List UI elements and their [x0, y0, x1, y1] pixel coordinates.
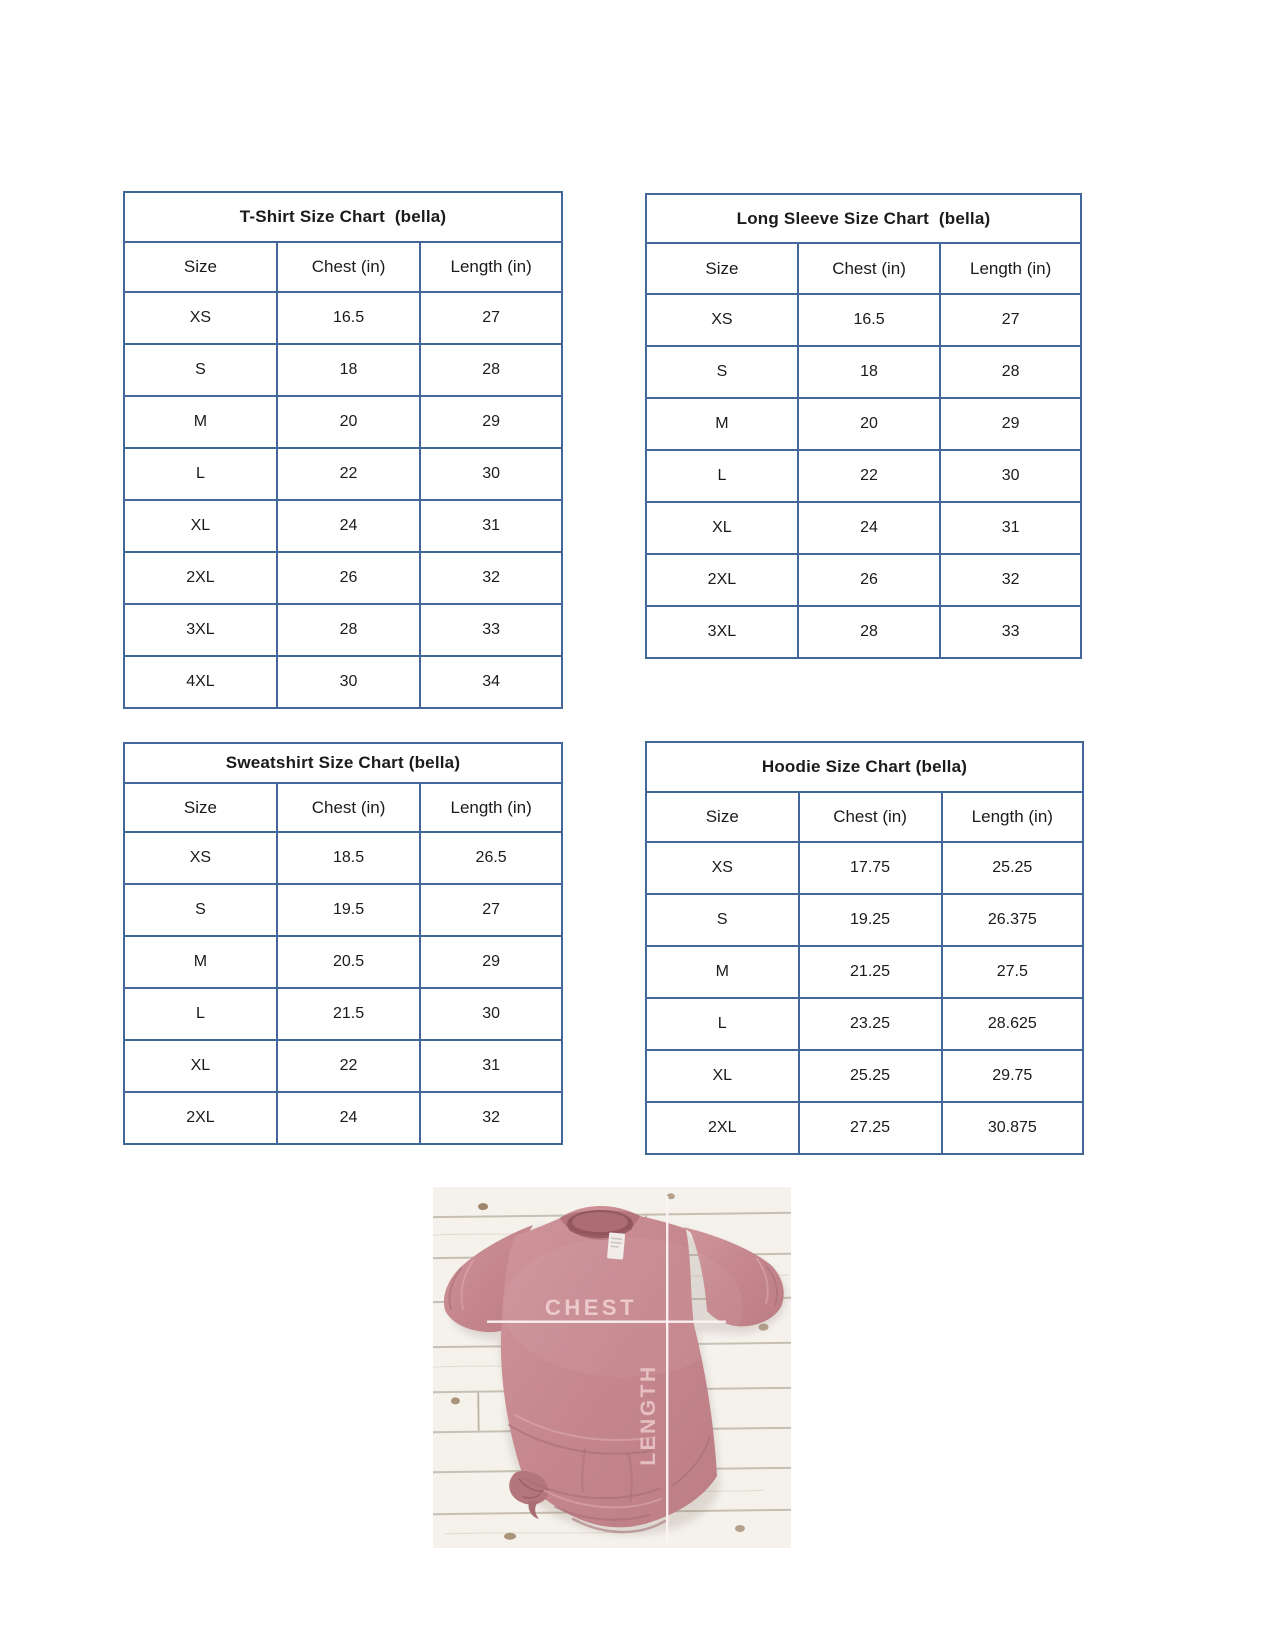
chest-cell: 26: [276, 553, 419, 603]
length-cell: 29: [419, 937, 561, 987]
length-cell: 29: [419, 397, 561, 447]
length-line: [666, 1196, 668, 1544]
hoodie-size-chart-table: [645, 741, 1084, 1155]
size-cell: XL: [712, 1067, 733, 1084]
length-cell: 32: [939, 555, 1080, 605]
column-header-length-in: Length (in): [419, 243, 561, 291]
long-sleeve-size-chart-table: [645, 193, 1082, 659]
length-cell: 29.75: [941, 1051, 1082, 1101]
column-header-chest-in: Chest (in): [798, 793, 941, 841]
chest-cell: 25.25: [798, 1051, 941, 1101]
length-cell: 32: [419, 1093, 561, 1143]
length-cell: 30.875: [941, 1103, 1082, 1153]
table-row: [125, 343, 561, 395]
length-cell: 31: [939, 503, 1080, 553]
table-row: [125, 551, 561, 603]
length-cell: 27.5: [941, 947, 1082, 997]
table-row: [125, 395, 561, 447]
size-cell: 2XL: [186, 1109, 215, 1126]
length-cell: 28: [419, 345, 561, 395]
table-body: [647, 841, 1082, 1153]
column-header-size: Size: [705, 258, 739, 278]
size-cell: M: [715, 963, 729, 980]
length-cell: 28: [939, 347, 1080, 397]
chest-cell: 28: [276, 605, 419, 655]
chest-label: CHEST: [544, 1295, 638, 1320]
chest-cell: 24: [276, 501, 419, 551]
length-cell: 29: [939, 399, 1080, 449]
column-header-length-in: Length (in): [941, 793, 1082, 841]
table-row: [125, 655, 561, 707]
size-cell: XL: [712, 519, 732, 536]
length-cell: 27: [939, 295, 1080, 345]
length-cell: 33: [419, 605, 561, 655]
table-row: [647, 553, 1080, 605]
table-title: Hoodie Size Chart (bella): [647, 743, 1082, 793]
size-cell: L: [195, 465, 205, 482]
size-cell: 2XL: [708, 1119, 737, 1136]
table-title: T-Shirt Size Chart (bella): [125, 193, 561, 243]
chest-cell: 26: [797, 555, 939, 605]
chest-cell: 19.5: [276, 885, 419, 935]
table-title: Long Sleeve Size Chart (bella): [647, 195, 1080, 244]
size-cell: 2XL: [186, 569, 215, 586]
chest-cell: 20: [797, 399, 939, 449]
table-row: [125, 447, 561, 499]
size-cell: L: [717, 1015, 727, 1032]
table-row: [125, 883, 561, 935]
length-cell: 31: [419, 501, 561, 551]
table-row: [647, 449, 1080, 501]
length-cell: 32: [419, 553, 561, 603]
size-cell: XS: [189, 309, 212, 326]
table-row: [647, 1101, 1082, 1153]
length-cell: 30: [419, 449, 561, 499]
column-header-chest-in: Chest (in): [276, 243, 419, 291]
table-row: [647, 293, 1080, 345]
chest-cell: 30: [276, 657, 419, 707]
chest-cell: 18.5: [276, 833, 419, 883]
table-row: [125, 1091, 561, 1143]
column-header-chest-in: Chest (in): [797, 244, 939, 293]
size-cell: XS: [189, 849, 212, 866]
length-cell: 25.25: [941, 843, 1082, 893]
chest-cell: 16.5: [797, 295, 939, 345]
chest-cell: 19.25: [798, 895, 941, 945]
size-cell: 3XL: [186, 621, 215, 638]
size-cell: XS: [711, 311, 733, 328]
chest-cell: 17.75: [798, 843, 941, 893]
chest-cell: 20.5: [276, 937, 419, 987]
column-header-chest-in: Chest (in): [276, 784, 419, 831]
table-row: [647, 893, 1082, 945]
table-row: [125, 499, 561, 551]
length-cell: 33: [939, 607, 1080, 657]
size-guide-photo: [433, 1187, 791, 1548]
chest-cell: 23.25: [798, 999, 941, 1049]
length-cell: 31: [419, 1041, 561, 1091]
length-cell: 27: [419, 293, 561, 343]
sweatshirt-size-chart-table: [123, 742, 563, 1145]
column-header-length-in: Length (in): [419, 784, 561, 831]
table-row: [647, 397, 1080, 449]
size-cell: S: [195, 901, 206, 918]
size-cell: M: [193, 413, 208, 430]
chest-cell: 16.5: [276, 293, 419, 343]
length-cell: 27: [419, 885, 561, 935]
chest-cell: 20: [276, 397, 419, 447]
table-row: [125, 603, 561, 655]
table-row: [647, 605, 1080, 657]
size-cell: XL: [190, 517, 211, 534]
size-guide-graphic: [433, 1187, 791, 1548]
length-cell: 34: [419, 657, 561, 707]
size-cell: 2XL: [707, 571, 737, 588]
length-cell: 30: [939, 451, 1080, 501]
chest-cell: 27.25: [798, 1103, 941, 1153]
chest-cell: 28: [797, 607, 939, 657]
table-body: [647, 293, 1080, 657]
length-cell: 28.625: [941, 999, 1082, 1049]
table-header-row: [647, 793, 1082, 841]
chest-cell: 24: [276, 1093, 419, 1143]
table-row: [125, 291, 561, 343]
table-row: [647, 997, 1082, 1049]
table-row: [647, 501, 1080, 553]
length-cell: 26.5: [419, 833, 561, 883]
chest-cell: 18: [276, 345, 419, 395]
size-cell: XL: [190, 1057, 211, 1074]
length-cell: 26.375: [941, 895, 1082, 945]
table-header-row: [125, 243, 561, 291]
size-cell: M: [715, 415, 729, 432]
chest-cell: 22: [797, 451, 939, 501]
chest-cell: 22: [276, 1041, 419, 1091]
column-header-size: Size: [705, 807, 739, 826]
size-cell: M: [193, 953, 208, 970]
size-cell: L: [195, 1005, 205, 1022]
table-body: [125, 831, 561, 1143]
chest-cell: 24: [797, 503, 939, 553]
size-cell: S: [716, 363, 728, 380]
column-header-length-in: Length (in): [939, 244, 1080, 293]
table-title: Sweatshirt Size Chart (bella): [125, 744, 561, 784]
table-header-row: [125, 784, 561, 831]
chest-line: [487, 1321, 726, 1323]
column-header-size: Size: [183, 257, 217, 276]
table-header-row: [647, 244, 1080, 293]
table-row: [125, 987, 561, 1039]
size-cell: 4XL: [186, 673, 215, 690]
size-cell: S: [195, 361, 206, 378]
chest-cell: 21.25: [798, 947, 941, 997]
chest-cell: 21.5: [276, 989, 419, 1039]
table-row: [647, 945, 1082, 997]
table-row: [125, 935, 561, 987]
table-row: [125, 831, 561, 883]
chest-cell: 22: [276, 449, 419, 499]
table-row: [647, 841, 1082, 893]
length-label: LENGTH: [637, 1364, 660, 1466]
size-cell: S: [716, 911, 728, 928]
table-row: [647, 1049, 1082, 1101]
column-header-size: Size: [183, 797, 217, 817]
length-cell: 30: [419, 989, 561, 1039]
chest-cell: 18: [797, 347, 939, 397]
size-cell: 3XL: [707, 623, 737, 640]
size-cell: L: [717, 467, 727, 484]
tshirt-size-chart-table: [123, 191, 563, 709]
table-body: [125, 291, 561, 707]
table-row: [647, 345, 1080, 397]
table-row: [125, 1039, 561, 1091]
size-cell: XS: [711, 859, 733, 876]
